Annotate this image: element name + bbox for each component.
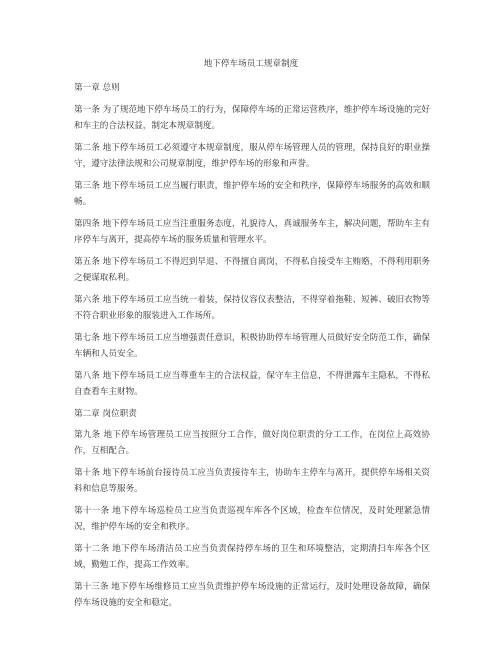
article-11: 第十一条 地下停车场巡检员工应当负责巡视车库各个区域，检查车位情况，及时处理紧急情况，维护停车场的安全和秩序。 — [74, 506, 430, 532]
article-10: 第十条 地下停车场前台接待员工应当负责接待车主，协助车主停车与离开，提供停车场相关资料和信息等服务。 — [74, 468, 430, 494]
article-9: 第九条 地下停车场管理员工应当按照分工合作，做好岗位职责的分工工作，在岗位上高效协作，互相配合。 — [74, 430, 430, 456]
article-1: 第一条 为了规范地下停车场员工的行为，保障停车场的正常运营秩序，维护停车场设施的完好和车主的合法权益，制定本规章制度。 — [74, 105, 430, 131]
article-3: 第三条 地下停车场员工应当履行职责，维护停车场的安全和秩序，保障停车场服务的高效和顺畅。 — [74, 181, 430, 207]
article-2: 第二条 地下停车场员工必须遵守本规章制度，服从停车场管理人员的管理，保持良好的职业操守，遵守法律法规和公司规章制度，维护停车场的形象和声誉。 — [74, 143, 430, 169]
article-8: 第八条 地下停车场员工应当尊重车主的合法权益，保守车主信息，不得泄露车主隐私，不得私自查看车主财物。 — [74, 371, 430, 397]
article-5: 第五条 地下停车场员工不得迟到早退、不得擅自离岗，不得私自接受车主贿赂，不得利用职务之便谋取私利。 — [74, 257, 430, 283]
document-title: 地下停车场员工规章制度 — [203, 59, 299, 69]
article-4: 第四条 地下停车场员工应当注重服务态度，礼貌待人，真诚服务车主，解决问题，帮助车主有序停车与离开，提高停车场的服务质量和管理水平。 — [74, 219, 430, 245]
article-13: 第十三条 地下停车场维修员工应当负责维护停车场设施的正常运行，及时处理设备故障，确保停车场设施的安全和稳定。 — [74, 582, 430, 608]
chapter-2-heading: 第二章 岗位职责 — [74, 409, 137, 419]
article-7: 第七条 地下停车场员工应当增强责任意识，积极协助停车场管理人员做好安全防范工作，确保车辆和人员安全。 — [74, 333, 430, 359]
article-12: 第十二条 地下停车场清洁员工应当负责保持停车场的卫生和环境整洁，定期清扫车库各个区域，勤勉工作，提高工作效率。 — [74, 544, 430, 570]
article-6: 第六条 地下停车场员工应当统一着装，保持仪容仪表整洁，不得穿着拖鞋、短裤、破旧衣物等不符合职业形象的服装进入工作场所。 — [74, 295, 430, 321]
chapter-1-heading: 第一章 总则 — [74, 83, 120, 93]
